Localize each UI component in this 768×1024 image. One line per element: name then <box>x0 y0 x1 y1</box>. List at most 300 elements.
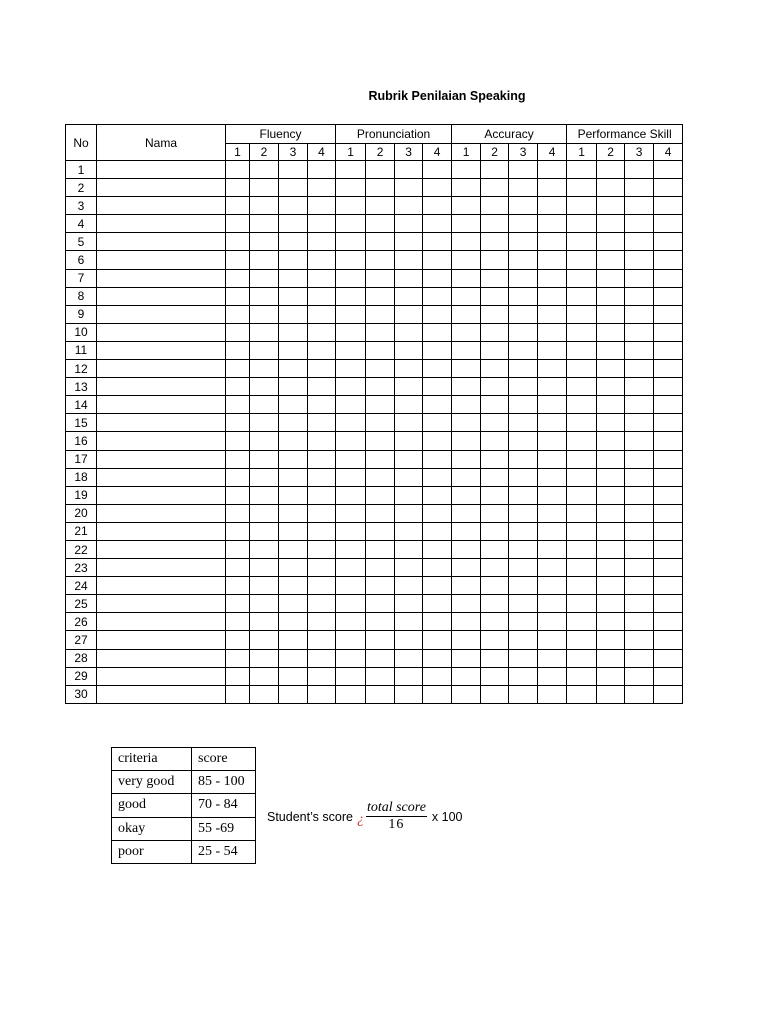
score-cell[interactable] <box>509 233 538 251</box>
score-cell[interactable] <box>625 685 654 703</box>
score-cell[interactable] <box>366 305 395 323</box>
score-cell[interactable] <box>226 215 250 233</box>
score-cell[interactable] <box>366 287 395 305</box>
score-cell[interactable] <box>654 323 683 341</box>
score-cell[interactable] <box>395 595 423 613</box>
score-cell[interactable] <box>538 341 567 359</box>
score-cell[interactable] <box>567 179 597 197</box>
name-cell[interactable] <box>97 233 226 251</box>
score-cell[interactable] <box>226 323 250 341</box>
score-cell[interactable] <box>538 396 567 414</box>
score-cell[interactable] <box>481 667 509 685</box>
score-cell[interactable] <box>250 360 279 378</box>
score-cell[interactable] <box>654 341 683 359</box>
score-cell[interactable] <box>308 595 336 613</box>
score-cell[interactable] <box>452 323 481 341</box>
name-cell[interactable] <box>97 378 226 396</box>
score-cell[interactable] <box>226 667 250 685</box>
score-cell[interactable] <box>308 450 336 468</box>
score-cell[interactable] <box>279 360 308 378</box>
name-cell[interactable] <box>97 468 226 486</box>
score-cell[interactable] <box>279 233 308 251</box>
score-cell[interactable] <box>366 341 395 359</box>
score-cell[interactable] <box>509 269 538 287</box>
score-cell[interactable] <box>423 432 452 450</box>
score-cell[interactable] <box>452 360 481 378</box>
score-cell[interactable] <box>279 161 308 179</box>
score-cell[interactable] <box>279 559 308 577</box>
score-cell[interactable] <box>395 378 423 396</box>
score-cell[interactable] <box>538 215 567 233</box>
score-cell[interactable] <box>625 360 654 378</box>
score-cell[interactable] <box>597 233 625 251</box>
score-cell[interactable] <box>481 577 509 595</box>
score-cell[interactable] <box>654 450 683 468</box>
score-cell[interactable] <box>654 577 683 595</box>
score-cell[interactable] <box>308 305 336 323</box>
score-cell[interactable] <box>567 577 597 595</box>
score-cell[interactable] <box>625 667 654 685</box>
score-cell[interactable] <box>423 685 452 703</box>
score-cell[interactable] <box>250 432 279 450</box>
score-cell[interactable] <box>654 197 683 215</box>
score-cell[interactable] <box>452 559 481 577</box>
score-cell[interactable] <box>567 486 597 504</box>
score-cell[interactable] <box>395 269 423 287</box>
score-cell[interactable] <box>538 360 567 378</box>
score-cell[interactable] <box>308 323 336 341</box>
score-cell[interactable] <box>395 486 423 504</box>
score-cell[interactable] <box>452 305 481 323</box>
score-cell[interactable] <box>597 595 625 613</box>
score-cell[interactable] <box>567 595 597 613</box>
score-cell[interactable] <box>625 450 654 468</box>
score-cell[interactable] <box>226 685 250 703</box>
score-cell[interactable] <box>625 179 654 197</box>
score-cell[interactable] <box>366 613 395 631</box>
score-cell[interactable] <box>597 378 625 396</box>
name-cell[interactable] <box>97 595 226 613</box>
score-cell[interactable] <box>395 396 423 414</box>
score-cell[interactable] <box>654 504 683 522</box>
score-cell[interactable] <box>654 378 683 396</box>
score-cell[interactable] <box>452 269 481 287</box>
score-cell[interactable] <box>625 468 654 486</box>
score-cell[interactable] <box>423 323 452 341</box>
score-cell[interactable] <box>226 341 250 359</box>
score-cell[interactable] <box>250 631 279 649</box>
score-cell[interactable] <box>308 396 336 414</box>
score-cell[interactable] <box>366 215 395 233</box>
score-cell[interactable] <box>567 468 597 486</box>
score-cell[interactable] <box>567 414 597 432</box>
score-cell[interactable] <box>654 595 683 613</box>
score-cell[interactable] <box>538 269 567 287</box>
score-cell[interactable] <box>279 414 308 432</box>
score-cell[interactable] <box>538 179 567 197</box>
score-cell[interactable] <box>481 287 509 305</box>
score-cell[interactable] <box>481 378 509 396</box>
score-cell[interactable] <box>452 522 481 540</box>
score-cell[interactable] <box>654 161 683 179</box>
name-cell[interactable] <box>97 396 226 414</box>
score-cell[interactable] <box>308 414 336 432</box>
score-cell[interactable] <box>366 450 395 468</box>
score-cell[interactable] <box>625 323 654 341</box>
score-cell[interactable] <box>452 540 481 558</box>
score-cell[interactable] <box>226 287 250 305</box>
score-cell[interactable] <box>279 468 308 486</box>
score-cell[interactable] <box>509 378 538 396</box>
score-cell[interactable] <box>366 161 395 179</box>
score-cell[interactable] <box>423 540 452 558</box>
score-cell[interactable] <box>538 305 567 323</box>
score-cell[interactable] <box>226 432 250 450</box>
score-cell[interactable] <box>625 233 654 251</box>
score-cell[interactable] <box>250 559 279 577</box>
score-cell[interactable] <box>538 540 567 558</box>
score-cell[interactable] <box>423 197 452 215</box>
score-cell[interactable] <box>366 504 395 522</box>
score-cell[interactable] <box>481 613 509 631</box>
score-cell[interactable] <box>654 179 683 197</box>
score-cell[interactable] <box>308 540 336 558</box>
score-cell[interactable] <box>308 287 336 305</box>
score-cell[interactable] <box>567 287 597 305</box>
score-cell[interactable] <box>538 613 567 631</box>
name-cell[interactable] <box>97 414 226 432</box>
score-cell[interactable] <box>279 504 308 522</box>
score-cell[interactable] <box>366 522 395 540</box>
score-cell[interactable] <box>366 540 395 558</box>
score-cell[interactable] <box>625 396 654 414</box>
score-cell[interactable] <box>366 649 395 667</box>
score-cell[interactable] <box>509 432 538 450</box>
score-cell[interactable] <box>654 360 683 378</box>
score-cell[interactable] <box>567 341 597 359</box>
score-cell[interactable] <box>366 378 395 396</box>
score-cell[interactable] <box>509 179 538 197</box>
score-cell[interactable] <box>538 486 567 504</box>
score-cell[interactable] <box>509 450 538 468</box>
score-cell[interactable] <box>452 685 481 703</box>
score-cell[interactable] <box>654 287 683 305</box>
score-cell[interactable] <box>423 215 452 233</box>
score-cell[interactable] <box>336 287 366 305</box>
score-cell[interactable] <box>250 378 279 396</box>
score-cell[interactable] <box>226 378 250 396</box>
score-cell[interactable] <box>366 323 395 341</box>
score-cell[interactable] <box>423 396 452 414</box>
score-cell[interactable] <box>452 631 481 649</box>
score-cell[interactable] <box>336 233 366 251</box>
score-cell[interactable] <box>366 432 395 450</box>
score-cell[interactable] <box>481 486 509 504</box>
score-cell[interactable] <box>250 287 279 305</box>
score-cell[interactable] <box>567 432 597 450</box>
score-cell[interactable] <box>597 341 625 359</box>
score-cell[interactable] <box>366 360 395 378</box>
score-cell[interactable] <box>279 215 308 233</box>
score-cell[interactable] <box>226 305 250 323</box>
score-cell[interactable] <box>336 631 366 649</box>
score-cell[interactable] <box>226 233 250 251</box>
score-cell[interactable] <box>538 251 567 269</box>
score-cell[interactable] <box>336 269 366 287</box>
score-cell[interactable] <box>597 396 625 414</box>
score-cell[interactable] <box>366 486 395 504</box>
score-cell[interactable] <box>452 251 481 269</box>
score-cell[interactable] <box>481 432 509 450</box>
score-cell[interactable] <box>567 649 597 667</box>
name-cell[interactable] <box>97 559 226 577</box>
score-cell[interactable] <box>567 233 597 251</box>
score-cell[interactable] <box>395 305 423 323</box>
score-cell[interactable] <box>654 251 683 269</box>
score-cell[interactable] <box>279 631 308 649</box>
score-cell[interactable] <box>279 649 308 667</box>
score-cell[interactable] <box>226 486 250 504</box>
score-cell[interactable] <box>654 685 683 703</box>
score-cell[interactable] <box>538 685 567 703</box>
score-cell[interactable] <box>567 323 597 341</box>
score-cell[interactable] <box>279 450 308 468</box>
score-cell[interactable] <box>423 269 452 287</box>
score-cell[interactable] <box>336 577 366 595</box>
score-cell[interactable] <box>452 414 481 432</box>
score-cell[interactable] <box>250 396 279 414</box>
score-cell[interactable] <box>308 378 336 396</box>
score-cell[interactable] <box>395 360 423 378</box>
score-cell[interactable] <box>250 540 279 558</box>
score-cell[interactable] <box>452 667 481 685</box>
score-cell[interactable] <box>226 504 250 522</box>
score-cell[interactable] <box>567 631 597 649</box>
name-cell[interactable] <box>97 341 226 359</box>
score-cell[interactable] <box>395 432 423 450</box>
score-cell[interactable] <box>395 649 423 667</box>
score-cell[interactable] <box>597 251 625 269</box>
score-cell[interactable] <box>250 305 279 323</box>
score-cell[interactable] <box>625 649 654 667</box>
score-cell[interactable] <box>509 215 538 233</box>
score-cell[interactable] <box>366 468 395 486</box>
score-cell[interactable] <box>597 179 625 197</box>
score-cell[interactable] <box>481 179 509 197</box>
score-cell[interactable] <box>481 468 509 486</box>
score-cell[interactable] <box>509 540 538 558</box>
score-cell[interactable] <box>395 613 423 631</box>
score-cell[interactable] <box>279 287 308 305</box>
score-cell[interactable] <box>366 396 395 414</box>
score-cell[interactable] <box>597 197 625 215</box>
score-cell[interactable] <box>654 414 683 432</box>
score-cell[interactable] <box>538 287 567 305</box>
score-cell[interactable] <box>226 649 250 667</box>
score-cell[interactable] <box>250 522 279 540</box>
score-cell[interactable] <box>509 649 538 667</box>
score-cell[interactable] <box>366 559 395 577</box>
score-cell[interactable] <box>226 559 250 577</box>
score-cell[interactable] <box>366 414 395 432</box>
score-cell[interactable] <box>567 540 597 558</box>
score-cell[interactable] <box>509 287 538 305</box>
score-cell[interactable] <box>226 251 250 269</box>
name-cell[interactable] <box>97 360 226 378</box>
score-cell[interactable] <box>625 577 654 595</box>
score-cell[interactable] <box>308 504 336 522</box>
score-cell[interactable] <box>509 396 538 414</box>
score-cell[interactable] <box>625 161 654 179</box>
score-cell[interactable] <box>481 323 509 341</box>
score-cell[interactable] <box>423 631 452 649</box>
score-cell[interactable] <box>336 613 366 631</box>
score-cell[interactable] <box>226 468 250 486</box>
score-cell[interactable] <box>395 414 423 432</box>
score-cell[interactable] <box>279 179 308 197</box>
score-cell[interactable] <box>423 360 452 378</box>
score-cell[interactable] <box>250 161 279 179</box>
score-cell[interactable] <box>250 269 279 287</box>
score-cell[interactable] <box>509 577 538 595</box>
score-cell[interactable] <box>654 649 683 667</box>
score-cell[interactable] <box>625 504 654 522</box>
name-cell[interactable] <box>97 305 226 323</box>
score-cell[interactable] <box>481 649 509 667</box>
score-cell[interactable] <box>567 504 597 522</box>
name-cell[interactable] <box>97 486 226 504</box>
score-cell[interactable] <box>481 414 509 432</box>
score-cell[interactable] <box>509 613 538 631</box>
name-cell[interactable] <box>97 197 226 215</box>
score-cell[interactable] <box>481 305 509 323</box>
score-cell[interactable] <box>538 378 567 396</box>
score-cell[interactable] <box>279 305 308 323</box>
score-cell[interactable] <box>538 432 567 450</box>
score-cell[interactable] <box>481 360 509 378</box>
score-cell[interactable] <box>481 251 509 269</box>
score-cell[interactable] <box>654 486 683 504</box>
score-cell[interactable] <box>395 179 423 197</box>
score-cell[interactable] <box>597 685 625 703</box>
score-cell[interactable] <box>423 378 452 396</box>
score-cell[interactable] <box>625 595 654 613</box>
score-cell[interactable] <box>366 577 395 595</box>
score-cell[interactable] <box>336 179 366 197</box>
score-cell[interactable] <box>336 341 366 359</box>
score-cell[interactable] <box>226 577 250 595</box>
score-cell[interactable] <box>336 323 366 341</box>
score-cell[interactable] <box>308 360 336 378</box>
score-cell[interactable] <box>366 667 395 685</box>
score-cell[interactable] <box>481 559 509 577</box>
score-cell[interactable] <box>625 305 654 323</box>
score-cell[interactable] <box>509 595 538 613</box>
score-cell[interactable] <box>308 667 336 685</box>
score-cell[interactable] <box>509 414 538 432</box>
score-cell[interactable] <box>226 360 250 378</box>
score-cell[interactable] <box>279 396 308 414</box>
score-cell[interactable] <box>279 323 308 341</box>
score-cell[interactable] <box>538 468 567 486</box>
score-cell[interactable] <box>423 504 452 522</box>
score-cell[interactable] <box>279 341 308 359</box>
score-cell[interactable] <box>336 414 366 432</box>
score-cell[interactable] <box>366 251 395 269</box>
score-cell[interactable] <box>308 486 336 504</box>
score-cell[interactable] <box>452 378 481 396</box>
score-cell[interactable] <box>336 468 366 486</box>
score-cell[interactable] <box>226 595 250 613</box>
score-cell[interactable] <box>423 179 452 197</box>
score-cell[interactable] <box>481 540 509 558</box>
score-cell[interactable] <box>336 649 366 667</box>
score-cell[interactable] <box>452 233 481 251</box>
score-cell[interactable] <box>250 179 279 197</box>
score-cell[interactable] <box>395 667 423 685</box>
score-cell[interactable] <box>250 667 279 685</box>
score-cell[interactable] <box>250 414 279 432</box>
score-cell[interactable] <box>336 504 366 522</box>
score-cell[interactable] <box>567 269 597 287</box>
score-cell[interactable] <box>279 540 308 558</box>
score-cell[interactable] <box>538 667 567 685</box>
name-cell[interactable] <box>97 577 226 595</box>
score-cell[interactable] <box>279 432 308 450</box>
score-cell[interactable] <box>279 685 308 703</box>
score-cell[interactable] <box>423 341 452 359</box>
score-cell[interactable] <box>567 667 597 685</box>
score-cell[interactable] <box>308 468 336 486</box>
score-cell[interactable] <box>336 685 366 703</box>
score-cell[interactable] <box>250 233 279 251</box>
score-cell[interactable] <box>395 287 423 305</box>
score-cell[interactable] <box>423 613 452 631</box>
score-cell[interactable] <box>625 559 654 577</box>
score-cell[interactable] <box>336 161 366 179</box>
score-cell[interactable] <box>250 450 279 468</box>
name-cell[interactable] <box>97 667 226 685</box>
score-cell[interactable] <box>336 396 366 414</box>
score-cell[interactable] <box>250 341 279 359</box>
score-cell[interactable] <box>279 251 308 269</box>
score-cell[interactable] <box>336 251 366 269</box>
score-cell[interactable] <box>226 522 250 540</box>
score-cell[interactable] <box>250 251 279 269</box>
score-cell[interactable] <box>395 197 423 215</box>
score-cell[interactable] <box>567 396 597 414</box>
name-cell[interactable] <box>97 685 226 703</box>
score-cell[interactable] <box>567 197 597 215</box>
score-cell[interactable] <box>538 233 567 251</box>
score-cell[interactable] <box>567 613 597 631</box>
score-cell[interactable] <box>452 649 481 667</box>
score-cell[interactable] <box>654 540 683 558</box>
score-cell[interactable] <box>423 287 452 305</box>
score-cell[interactable] <box>452 613 481 631</box>
score-cell[interactable] <box>654 613 683 631</box>
score-cell[interactable] <box>452 197 481 215</box>
name-cell[interactable] <box>97 432 226 450</box>
score-cell[interactable] <box>366 197 395 215</box>
score-cell[interactable] <box>452 179 481 197</box>
score-cell[interactable] <box>452 504 481 522</box>
score-cell[interactable] <box>336 432 366 450</box>
score-cell[interactable] <box>226 540 250 558</box>
name-cell[interactable] <box>97 613 226 631</box>
name-cell[interactable] <box>97 540 226 558</box>
score-cell[interactable] <box>654 233 683 251</box>
